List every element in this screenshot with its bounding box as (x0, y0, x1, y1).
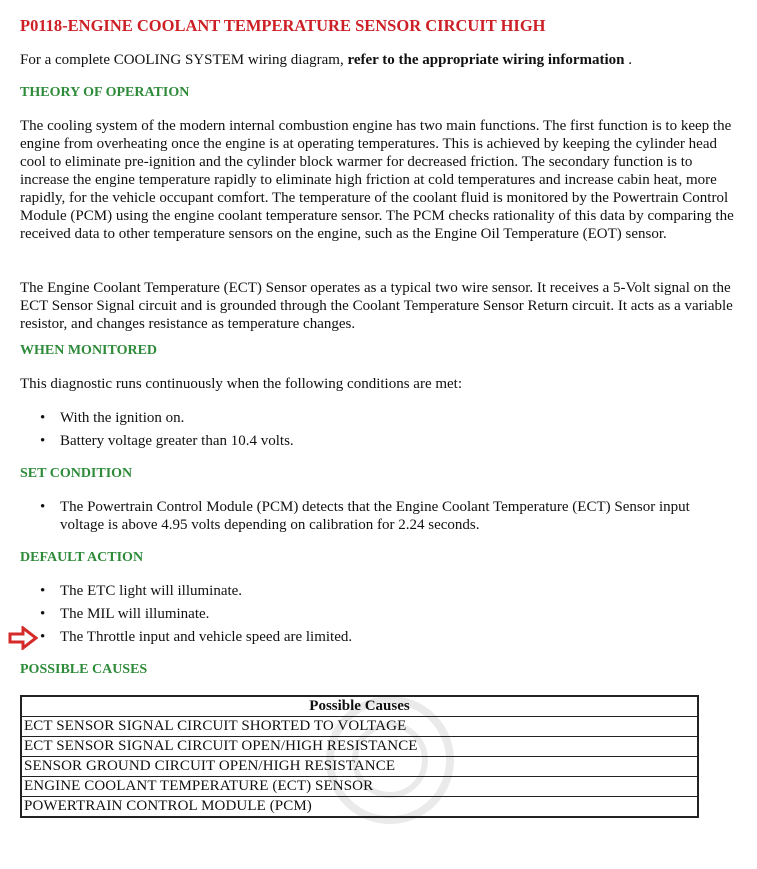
red-arrow-right-icon (8, 626, 38, 650)
when-monitored-list (20, 409, 736, 450)
intro-suffix: . (624, 52, 632, 68)
heading-default-action: DEFAULT ACTION (20, 550, 144, 565)
possible-causes-table (20, 695, 699, 818)
set-condition-list (20, 498, 736, 534)
table-row (21, 737, 698, 757)
theory-text-1: The cooling system of the modern internal combustion engine has two main functions. The first function is to keep the engine from overheating once the engine is at operating temperatures. This is achieved by keeping the cylinder head cool to eliminate pre-ignition and the cylinder block warmer for decreased friction. The secondary function is to increase the engine temperature rapidly to eliminate high friction at cold temperatures and increase cabin heat, more rapidly, for the vehicle occupant comfort. The temperature of the coolant fluid is monitored by the Powertrain Control Module (PCM) using the engine coolant temperature sensor. The PCM checks rationality of this data by comparing the received data to other temperature sensors on the engine, such as the Engine Oil Temperature (EOT) sensor. (20, 118, 734, 242)
when-monitored-paragraph (20, 375, 736, 393)
table-header-row (21, 696, 698, 717)
table-cell: ENGINE COOLANT TEMPERATURE (ECT) SENSOR (21, 777, 698, 797)
theory-paragraph-2 (20, 279, 736, 333)
table-cell: POWERTRAIN CONTROL MODULE (PCM) (21, 797, 698, 818)
table-row (21, 757, 698, 777)
table-row (21, 777, 698, 797)
list-item: • The ETC light will illuminate. (20, 582, 736, 600)
table-header-cell: Possible Causes (21, 696, 698, 717)
list-item: • With the ignition on. (20, 409, 736, 427)
list-item: • The Powertrain Control Module (PCM) detects that the Engine Coolant Temperature (ECT) Sensor input voltage is above 4.95 volts depending on calibration for 2.24 seconds. (20, 498, 736, 534)
wiring-info-link[interactable]: refer to the appropriate wiring information (347, 52, 625, 68)
list-item: • Battery voltage greater than 10.4 volts. (20, 432, 736, 450)
heading-set-condition: SET CONDITION (20, 466, 133, 481)
heading-theory-of-operation: THEORY OF OPERATION (20, 85, 190, 100)
table-row (21, 717, 698, 737)
theory-text-2: The Engine Coolant Temperature (ECT) Sensor operates as a typical two wire sensor. It receives a 5-Volt signal on the ECT Sensor Signal circuit and is grounded through the Coolant Temperature Sensor Return circuit. It acts as a variable resistor, and changes resistance as temperature changes. (20, 280, 733, 332)
intro-text: For a complete COOLING SYSTEM wiring diagram, (20, 52, 348, 68)
default-action-list (20, 582, 736, 646)
list-item: • The Throttle input and vehicle speed are limited. (20, 628, 736, 646)
table-cell: ECT SENSOR SIGNAL CIRCUIT SHORTED TO VOLTAGE (21, 717, 698, 737)
theory-paragraph-1 (20, 117, 736, 243)
table-row (21, 797, 698, 818)
table-cell: ECT SENSOR SIGNAL CIRCUIT OPEN/HIGH RESISTANCE (21, 737, 698, 757)
heading-when-monitored: WHEN MONITORED (20, 343, 158, 358)
when-monitored-text: This diagnostic runs continuously when the following conditions are met: (20, 376, 463, 392)
table-cell: SENSOR GROUND CIRCUIT OPEN/HIGH RESISTANCE (21, 757, 698, 777)
intro-line (20, 51, 632, 69)
page-title: P0118-ENGINE COOLANT TEMPERATURE SENSOR CIRCUIT HIGH (20, 16, 546, 35)
heading-possible-causes: POSSIBLE CAUSES (20, 662, 148, 677)
list-item: • The MIL will illuminate. (20, 605, 736, 623)
